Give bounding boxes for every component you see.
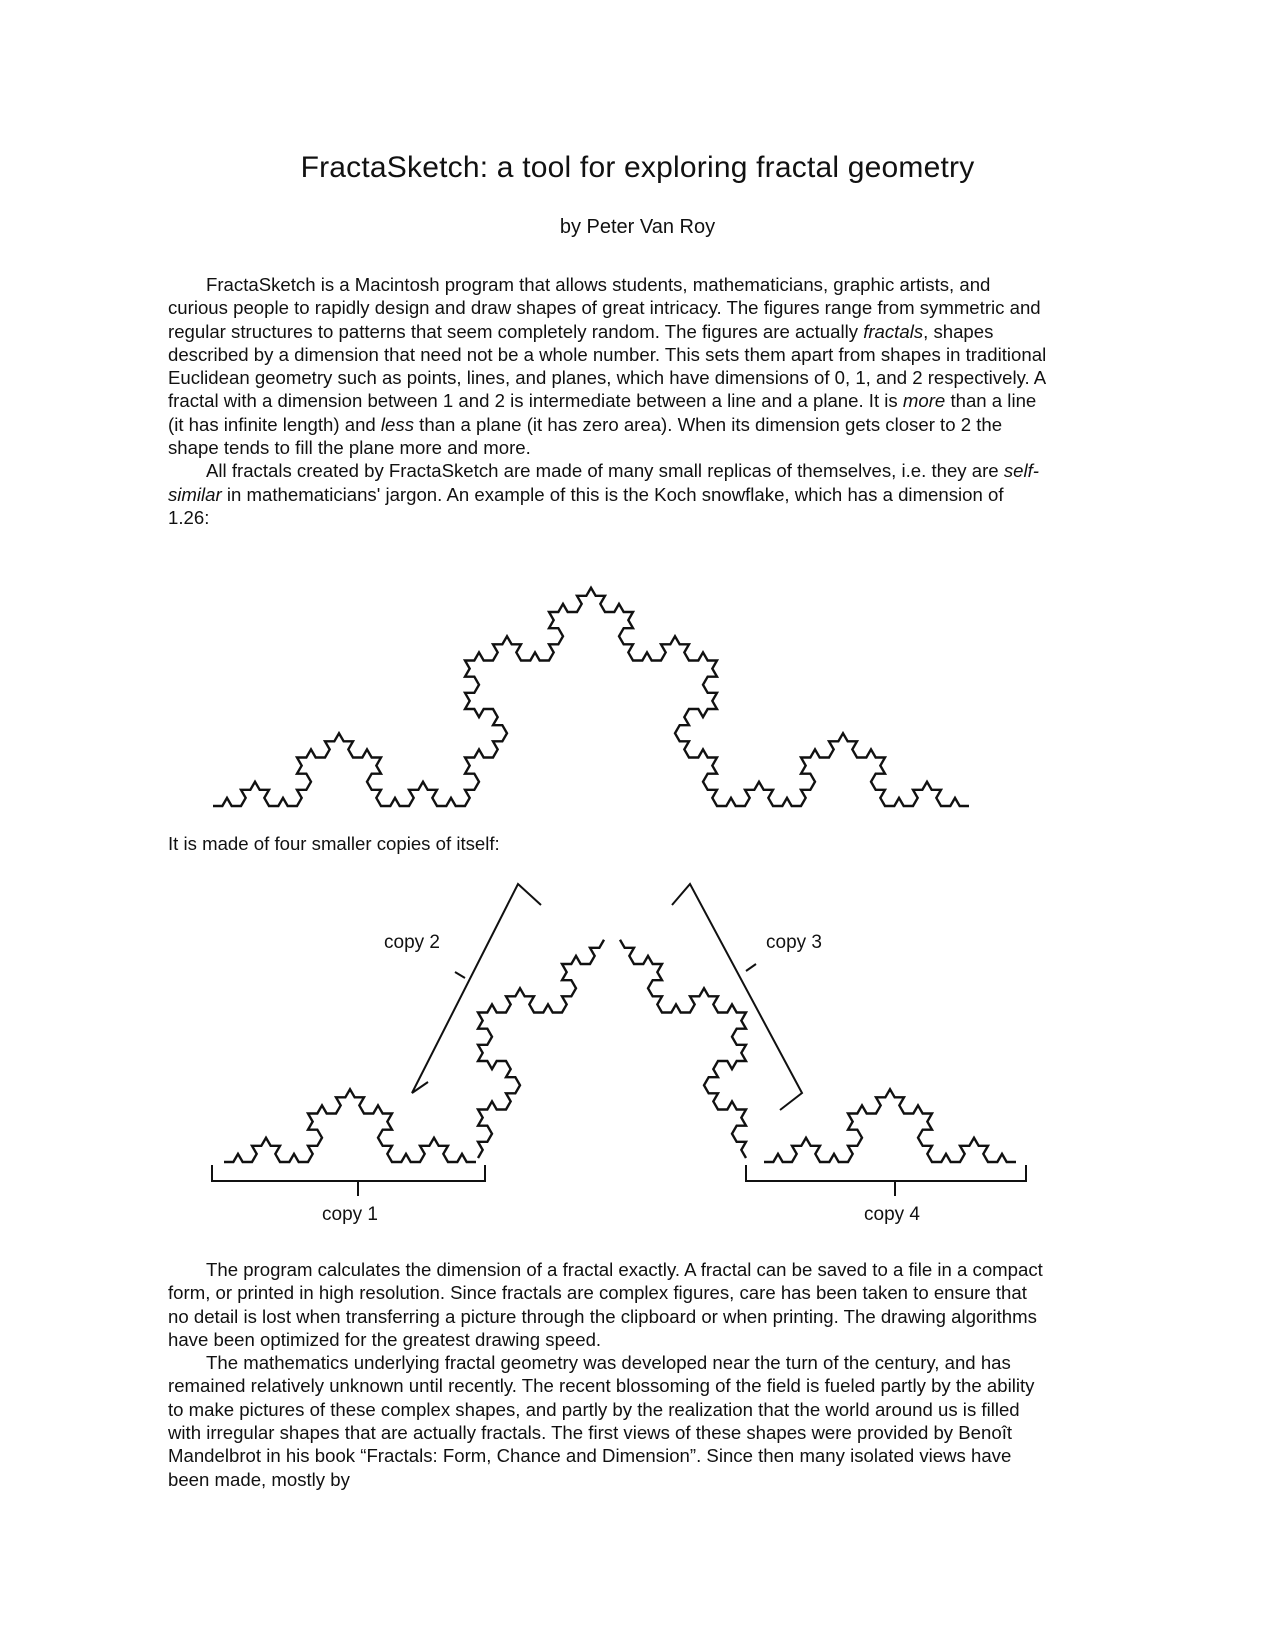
caption-text: It is made of four smaller copies of itself: xyxy=(168,833,500,854)
closing-paragraph-1: The program calculates the dimension of a fractal exactly. A fractal can be saved to a file in a compact form, or printed in high resolution. Since fractals are complex figures, care has been taken to ensure that no detail is lost when transferring a picture through the clipboard or when printing. The drawing algorithms have been optimized for the greatest drawing speed. xyxy=(168,1259,1043,1350)
koch-copies-figure xyxy=(0,880,1275,1230)
koch-curve-figure xyxy=(0,580,1275,820)
copy-4-curve xyxy=(764,1089,1016,1162)
emphasis-less: less xyxy=(380,413,414,435)
copy-1-label: copy 1 xyxy=(322,1204,378,1225)
intro-paragraph-2: All fractals created by FractaSketch are made of many small replicas of themselves, i.e. they are self-similar in mathematicians' jargon. An example of this is the Koch snowflake, which has a dimension of 1.26: xyxy=(168,460,1039,528)
closing-paragraph-2: The mathematics underlying fractal geometry was developed near the turn of the century, and has remained relatively unknown until recently. The recent blossoming of the field is fueled partly by the ability to make pictures of these complex shapes, and partly by the realization that the world around us is filled with irregular shapes that are actually fractals. The first views of these shapes were provided by Benoît Mandelbrot in his book “Fractals: Form, Chance and Dimension”. Since then many isolated views have been made, mostly by xyxy=(168,1352,1035,1490)
copy-1-curve xyxy=(224,1089,476,1162)
page-title: FractaSketch: a tool for exploring fractal geometry xyxy=(300,151,975,184)
emphasis-more: more xyxy=(902,390,946,412)
closing-section xyxy=(168,1258,1048,1491)
copy-1-bracket xyxy=(212,1165,485,1196)
copy-4-bracket xyxy=(746,1165,1026,1196)
emphasis-self-similar: self-similar xyxy=(168,460,1039,505)
copy-2-label: copy 2 xyxy=(384,932,440,953)
intro-section xyxy=(168,273,1048,529)
copy-3-label: copy 3 xyxy=(766,932,822,953)
copy-3-curve xyxy=(620,940,746,1158)
emphasis-fractals: fractals xyxy=(863,320,924,342)
intro-paragraph-1: FractaSketch is a Macintosh program that allows students, mathematicians, graphic artists, and curious people to rapidly design and draw shapes of great intricacy. The figures range from symmetric and regular structures to patterns that seem completely random. The figures are actually fractals, shapes described by a dimension that need not be a whole number. This sets them apart from shapes in traditional Euclidean geometry such as points, lines, and planes, which have dimensions of 0, 1, and 2 respectively. A fractal with a dimension between 1 and 2 is intermediate between a line and a plane. It is more than a line (it has infinite length) and less than a plane (it has zero area). When its dimension gets closer to 2 the shape tends to fill the plane more and more. xyxy=(168,274,1047,459)
figure-caption xyxy=(168,832,1048,855)
koch-curve-path xyxy=(213,588,969,806)
author-byline: by Peter Van Roy xyxy=(559,216,716,238)
copy-4-label: copy 4 xyxy=(864,1204,920,1225)
copy-2-curve xyxy=(478,940,604,1158)
